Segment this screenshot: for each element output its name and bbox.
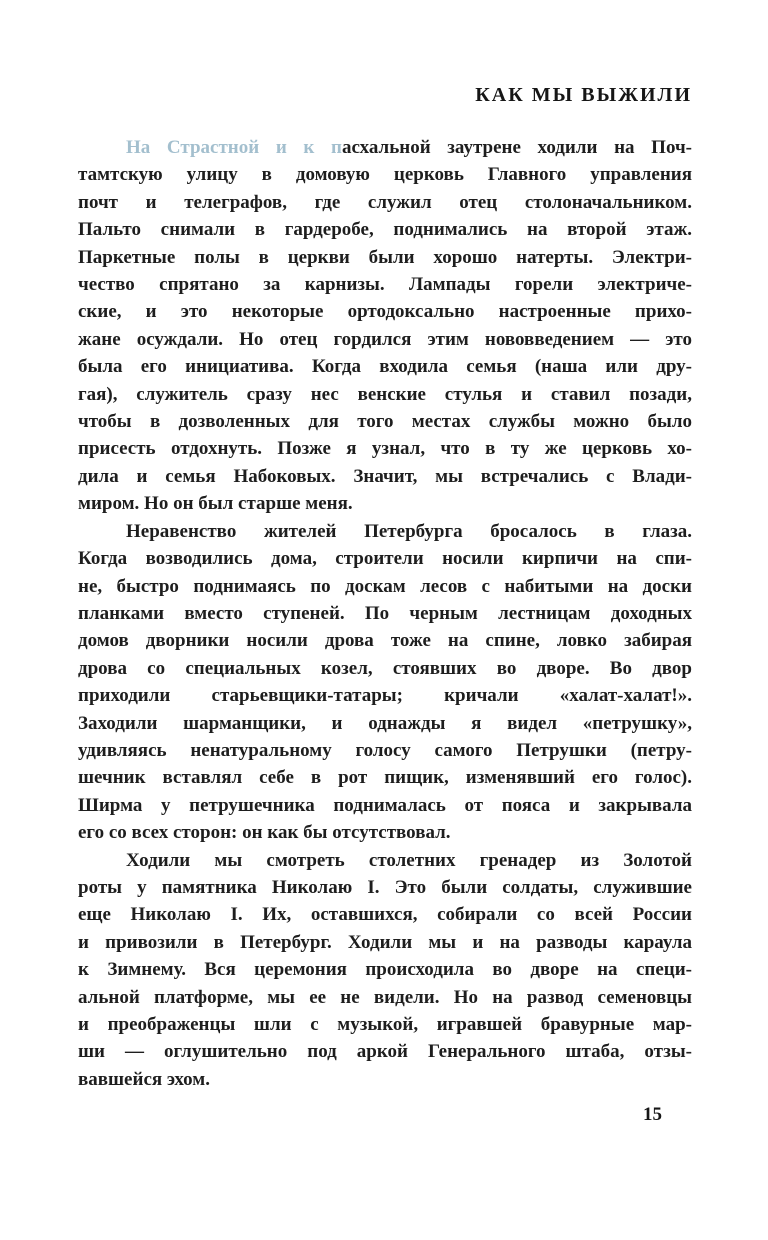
text-line: почт и телеграфов, где служил отец столоначальником. [78, 191, 692, 213]
text-line: не, быстро поднимаясь по доскам лесов с набитыми на доски [78, 575, 692, 597]
text-line: Пальто снимали в гардеробе, поднимались на второй этаж. [78, 219, 692, 241]
text-line: удивляясь ненатуральному голосу самого Петрушки (петру- [78, 739, 692, 761]
paragraph-text: асхальной заутрене ходили на Поч- [341, 137, 692, 158]
text-line: домов дворники носили дрова тоже на спине, ловко забирая [78, 630, 692, 652]
text-line: к Зимнему. Вся церемония происходила во дворе на специ- [78, 959, 692, 981]
text-line: его со всех сторон: он как бы отсутствовал. [78, 822, 451, 844]
text-line: Ширма у петрушечника поднималась от пояса и закрывала [78, 794, 692, 816]
text-line: роты у памятника Николаю I. Это были солдаты, служившие [78, 876, 692, 898]
text-line: чтобы в дозволенных для того местах службы можно было [78, 411, 692, 433]
text-line: присесть отдохнуть. Позже я узнал, что в ту же церковь хо- [78, 438, 692, 460]
body-text [78, 134, 692, 1093]
text-line: планками вместо ступеней. По черным лестницам доходных [78, 602, 692, 624]
text-line: жане осуждали. Но отец гордился этим нововведением — это [78, 328, 692, 350]
text-line: Ходили мы смотреть столетних гренадер из Золотой [126, 849, 692, 871]
text-line: Неравенство жителей Петербурга бросалось в глаза. [126, 520, 692, 542]
text-line: миром. Но он был старше меня. [78, 493, 353, 515]
text-line: еще Николаю I. Их, оставшихся, собирали со всей России [78, 904, 692, 926]
text-line: чество спрятано за карнизы. Лампады горели электриче- [78, 274, 692, 296]
text-line: Паркетные полы в церкви были хорошо натерты. Электри- [78, 246, 692, 268]
text-line: была его инициатива. Когда входила семья (наша или дру- [78, 356, 692, 378]
text-line: ши — оглушительно под аркой Генерального штаба, отзы- [78, 1041, 692, 1063]
running-head: КАК МЫ ВЫЖИЛИ [475, 84, 692, 106]
text-line: ские, и это некоторые ортодоксально настроенные прихо- [78, 301, 692, 323]
text-line: дрова со специальных козел, стоявших во дворе. Во двор [78, 657, 692, 679]
text-line: альной платформе, мы ее не видели. Но на развод семеновцы [78, 986, 692, 1008]
page-number: 15 [643, 1104, 662, 1125]
text-line: шечник вставлял себе в рот пищик, изменявший его голос). [78, 767, 692, 789]
text-line: гая), служитель сразу нес венские стулья и ставил позади, [78, 383, 692, 405]
text-line: Когда возводились дома, строители носили кирпичи на спи- [78, 548, 692, 570]
text-line: приходили старьевщики-татары; кричали «халат-халат!». [78, 685, 692, 707]
text-line: и привозили в Петербург. Ходили мы и на разводы караула [78, 931, 692, 953]
text-line: дила и семья Набоковых. Значит, мы встречались с Влади- [78, 465, 692, 487]
text-line: и преображенцы шли с музыкой, игравшей бравурные мар- [78, 1014, 692, 1035]
text-line: Заходили шарманщики, и однажды я видел «петрушку», [78, 712, 692, 734]
text-line [78, 134, 692, 161]
opening-colored-text: На Страстной и к п [126, 137, 342, 158]
text-line: тамтскую улицу в домовую церковь Главного управления [78, 164, 692, 186]
text-line: вавшейся эхом. [78, 1068, 210, 1090]
